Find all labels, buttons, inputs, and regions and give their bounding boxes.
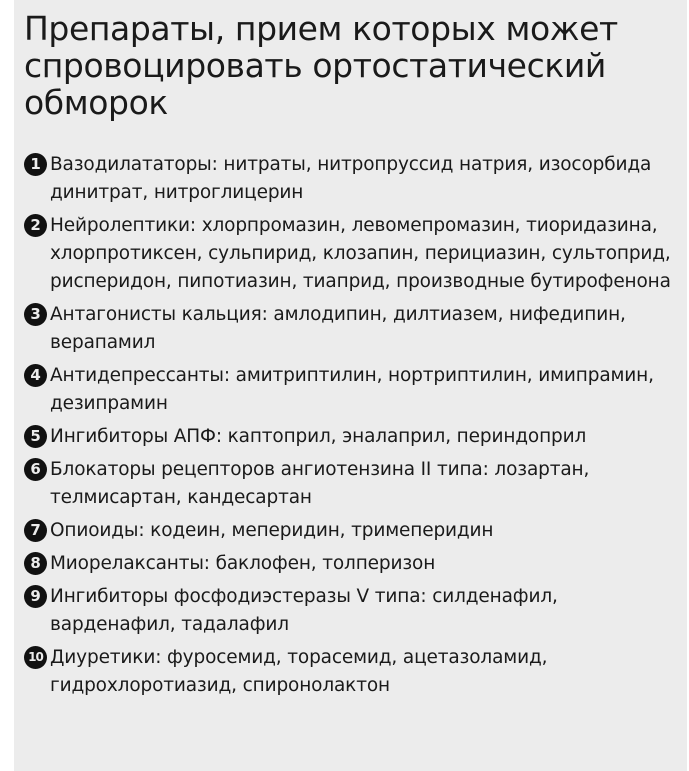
drug-list	[24, 151, 673, 700]
number-badge-icon: 2	[24, 214, 47, 237]
list-item-text: Нейролептики: хлорпромазин, левомепромазин, тиоридазина, хлорпротиксен, сульпирид, клозапин, перициазин, сультоприд, рисперидон, пипотиазин, тиаприд, производные бутирофенона	[50, 215, 671, 292]
number-badge-icon: 7	[24, 519, 47, 542]
list-item	[24, 517, 673, 545]
list-item	[24, 301, 673, 357]
number-badge-icon: 9	[24, 585, 47, 608]
list-item-text: Диуретики: фуросемид, торасемид, ацетазоламид, гидрохлоротиазид, спиронолактон	[50, 647, 548, 696]
list-item	[24, 362, 673, 418]
number-badge-icon: 6	[24, 458, 47, 481]
info-panel	[14, 0, 687, 771]
list-item	[24, 151, 673, 207]
list-item-text: Антагонисты кальция: амлодипин, дилтиазем, нифедипин, верапамил	[50, 304, 626, 353]
list-item-text: Блокаторы рецепторов ангиотензина II типа: лозартан, телмисартан, кандесартан	[50, 459, 590, 508]
list-item-text: Опиоиды: кодеин, меперидин, тримеперидин	[50, 520, 494, 541]
list-item-text: Ингибиторы АПФ: каптоприл, эналаприл, периндоприл	[50, 426, 587, 447]
list-item-text: Антидепрессанты: амитриптилин, нортриптилин, имипрамин, дезипрамин	[50, 365, 654, 414]
list-item	[24, 550, 673, 578]
number-badge-icon: 3	[24, 303, 47, 326]
list-item-text: Вазодилататоры: нитраты, нитропруссид натрия, изосорбида динитрат, нитроглицерин	[50, 154, 652, 203]
list-item	[24, 583, 673, 639]
number-badge-icon: 1	[24, 153, 47, 176]
number-badge-icon: 8	[24, 552, 47, 575]
list-item-text: Миорелаксанты: баклофен, толперизон	[50, 553, 436, 574]
list-item	[24, 644, 673, 700]
list-item	[24, 423, 673, 451]
list-item-text: Ингибиторы фосфодиэстеразы V типа: силденафил, варденафил, тадалафил	[50, 586, 558, 635]
page-title: Препараты, прием которых может спровоцировать ортостатический обморок	[24, 9, 618, 122]
number-badge-icon: 10	[24, 646, 47, 669]
list-item	[24, 212, 673, 296]
number-badge-icon: 4	[24, 364, 47, 387]
number-badge-icon: 5	[24, 425, 47, 448]
list-item	[24, 456, 673, 512]
